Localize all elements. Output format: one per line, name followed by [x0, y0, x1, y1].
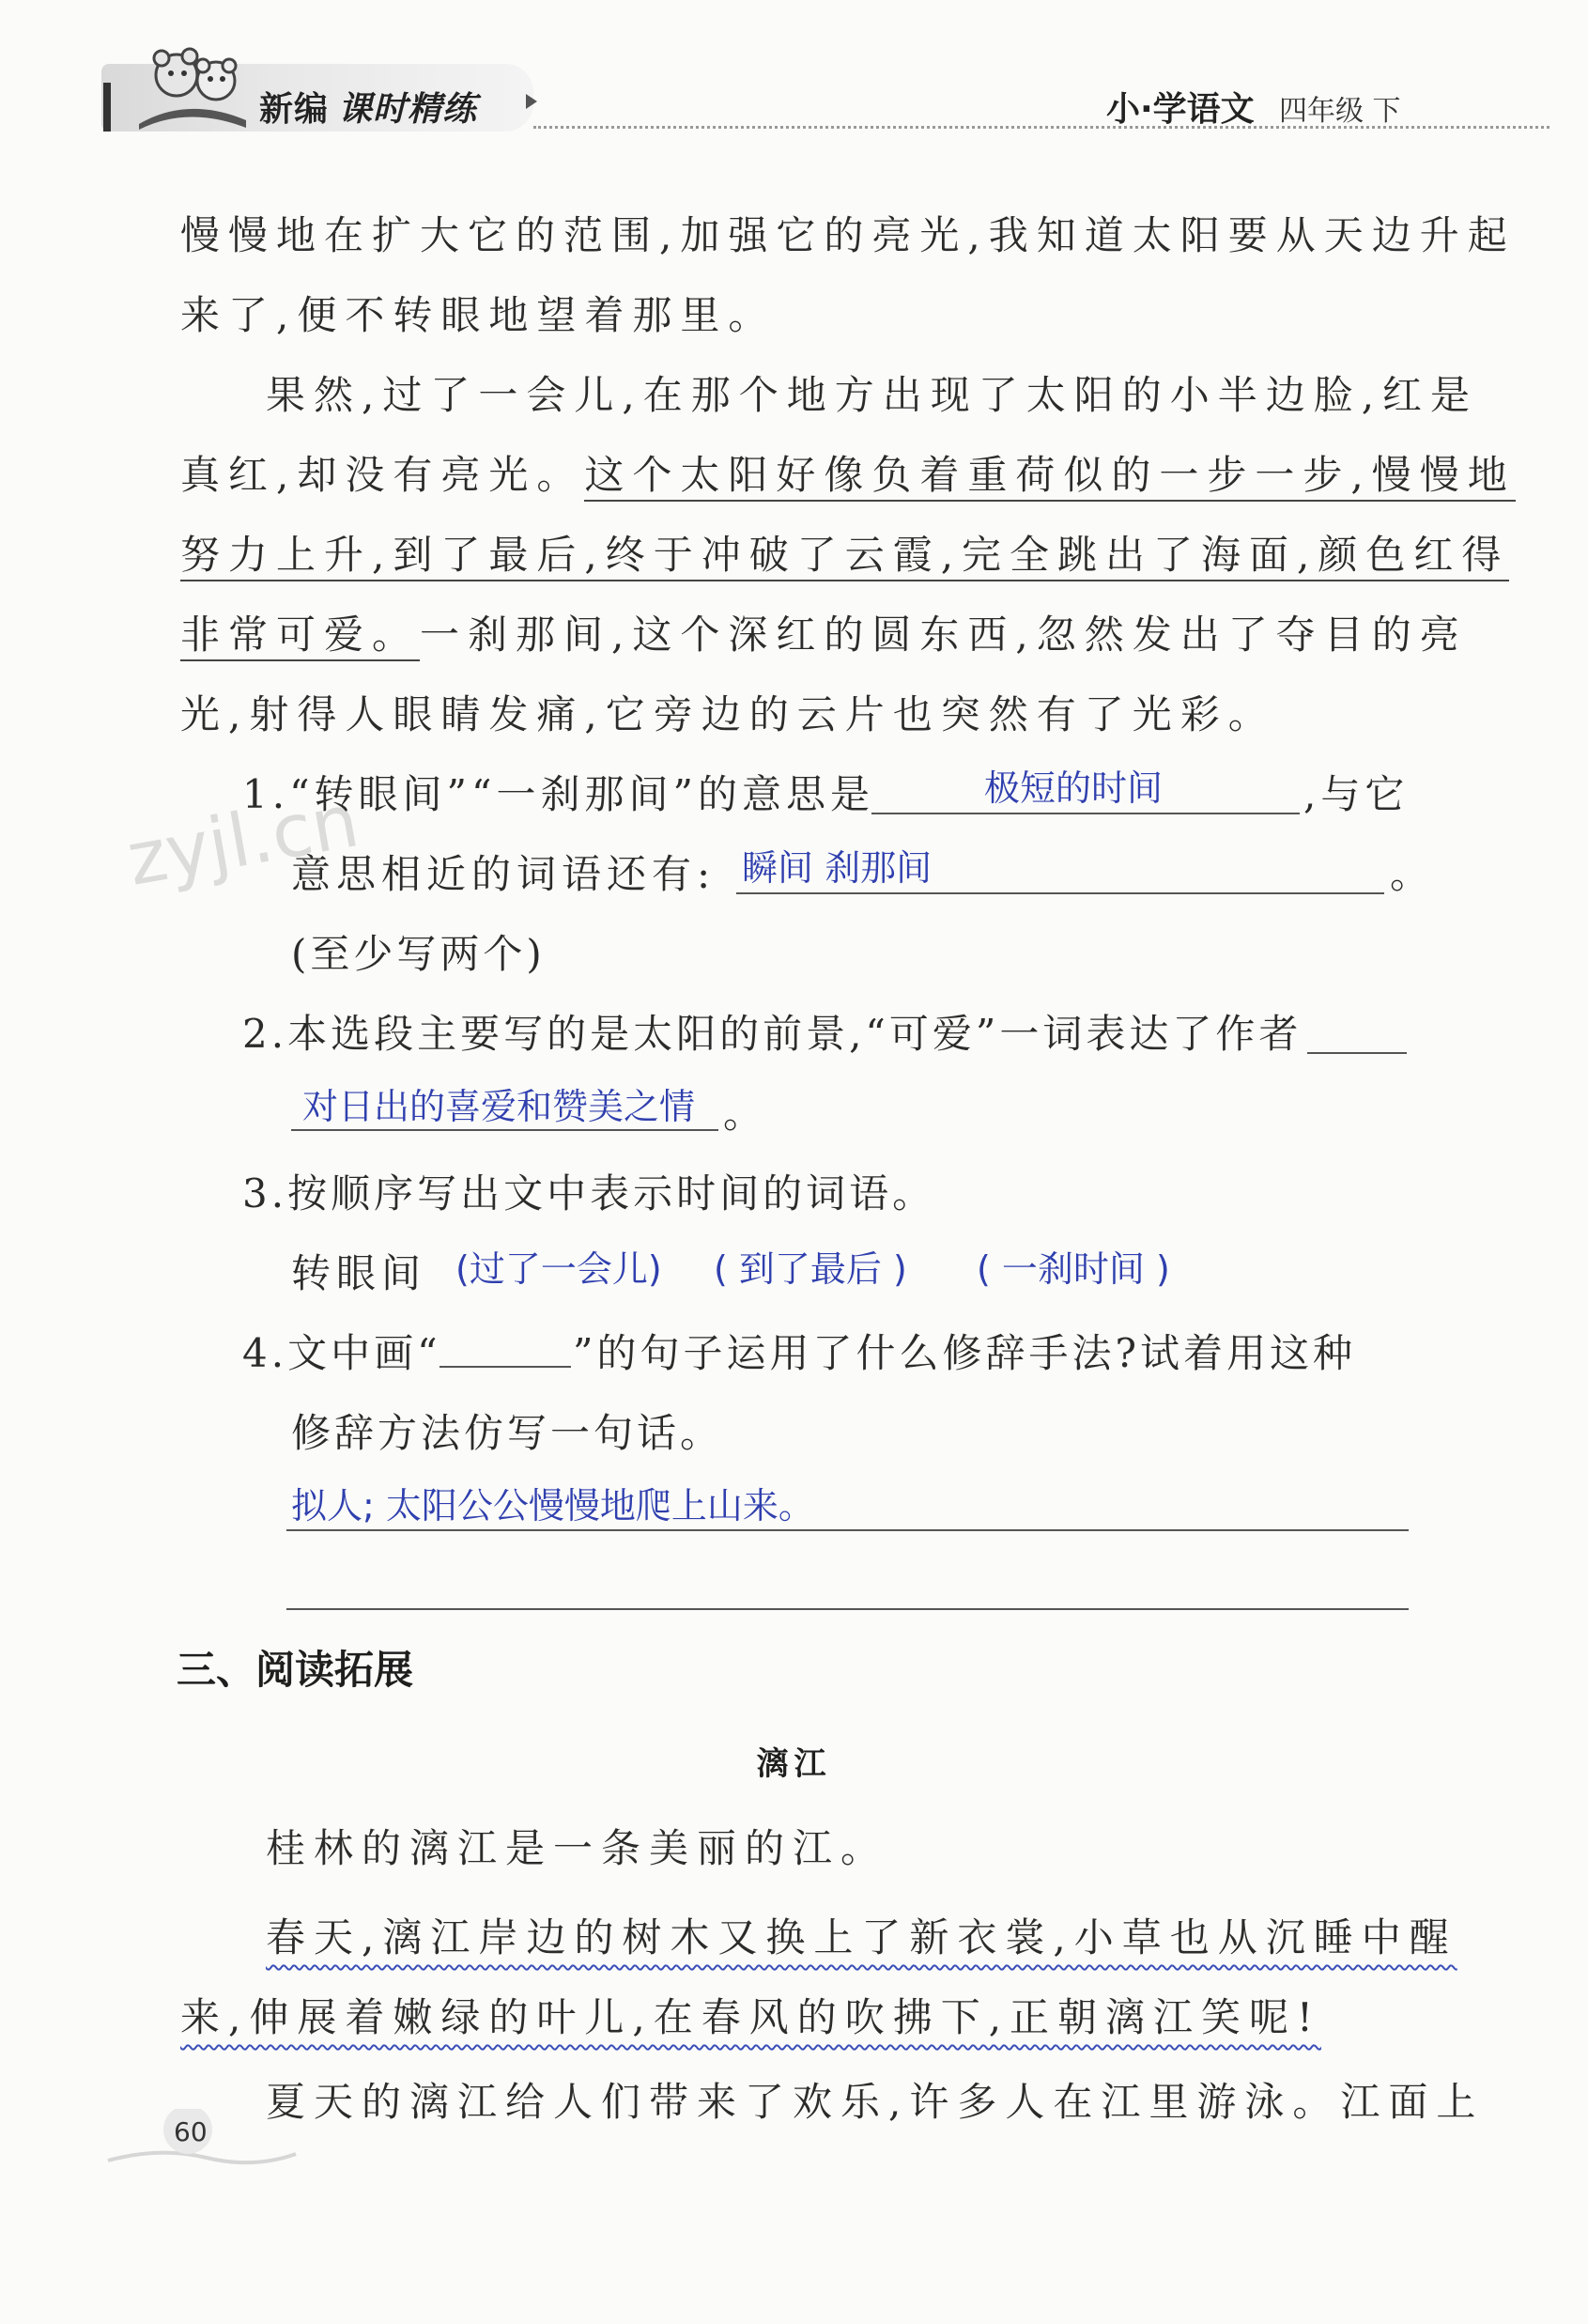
handwritten-answer-3a: (过了一会儿): [455, 1248, 662, 1290]
section-title: 三、阅读拓展: [177, 1647, 414, 1693]
passage-line: [180, 604, 1468, 660]
brand-part-a: 新编: [259, 90, 330, 129]
quote-blank: [439, 1366, 571, 1368]
answer-blank[interactable]: [1307, 1052, 1407, 1054]
question-1-note: (至少写两个): [291, 931, 546, 977]
handwritten-answer-1: 极短的时间: [984, 767, 1164, 809]
question-4-line2: 修辞方法仿写一句话。: [291, 1410, 724, 1456]
header-bar: [103, 83, 111, 132]
question-3-start: 转眼间: [291, 1250, 427, 1296]
question-2-text: 2.本选段主要写的是太阳的前景,“可爱”一词表达了作者: [242, 1011, 1303, 1057]
article-line: 夏天的漓江给人们带来了欢乐,许多人在江里游泳。江面上: [266, 2079, 1485, 2125]
question-1-line2: 意思相近的词语还有:: [291, 851, 717, 897]
handwritten-answer-3b: ( 到了最后 ): [714, 1248, 907, 1290]
brand-title: [259, 83, 477, 131]
article-line: 桂林的漓江是一条美丽的江。: [266, 1825, 889, 1871]
wavy-underlined-sentence: 春天,漓江岸边的树木又换上了新衣裳,小草也从沉睡中醒: [266, 1914, 1457, 1960]
subject-label: 小·学语文: [1106, 90, 1255, 129]
underlined-sentence: 非常可爱。: [180, 612, 420, 661]
article-line: [180, 1987, 1321, 2043]
period: 。: [1390, 851, 1439, 897]
page-number: 60: [174, 2116, 208, 2147]
passage-line: [180, 524, 1509, 581]
period: 。: [723, 1091, 772, 1137]
question-3-text: 3.按顺序写出文中表示时间的词语。: [242, 1170, 936, 1216]
question-4-text-b: ”的句子运用了什么修辞手法?试着用这种: [573, 1330, 1356, 1376]
handwritten-answer-3c: ( 一刹时间 ): [977, 1248, 1170, 1290]
triangle-arrow-icon: [526, 94, 537, 109]
article-line: [266, 1907, 1457, 1963]
question-4-text-a: 4.文中画“: [242, 1330, 441, 1376]
watermark: zyjl.cn: [121, 779, 365, 903]
plain-text: 真红,却没有亮光。: [180, 452, 585, 498]
passage-line: 果然,过了一会儿,在那个地方出现了太阳的小半边脸,红是: [266, 372, 1479, 418]
handwritten-answer-4: 拟人; 太阳公公慢慢地爬上山来。: [291, 1485, 814, 1526]
passage-line: 来了,便不转眼地望着那里。: [180, 292, 777, 338]
article-title: 漓江: [756, 1745, 832, 1783]
handwritten-answer-2: 对日出的喜爱和赞美之情: [302, 1086, 696, 1127]
underlined-sentence: 这个太阳好像负着重荷似的一步一步,慢慢地: [584, 452, 1515, 502]
handwritten-answer-1b: 瞬间 刹那间: [742, 847, 933, 889]
answer-blank[interactable]: [736, 892, 1384, 894]
question-1-text: 1.“转眼间”“一刹那间”的意思是: [242, 771, 874, 817]
passage-line: 光,射得人眼睛发痛,它旁边的云片也突然有了光彩。: [180, 691, 1276, 737]
answer-blank[interactable]: [871, 813, 1300, 814]
underlined-sentence: 努力上升,到了最后,终于冲破了云霞,完全跳出了海面,颜色红得: [180, 532, 1509, 581]
answer-line[interactable]: [286, 1529, 1409, 1531]
answer-line[interactable]: [286, 1608, 1409, 1610]
answer-blank[interactable]: [291, 1129, 718, 1131]
bears-logo-icon: [131, 38, 254, 132]
brand-part-b: 课时精练: [338, 90, 478, 129]
passage-line: 慢慢地在扩大它的范围,加强它的亮光,我知道太阳要从天边升起: [180, 212, 1516, 258]
grade-label: 四年级 下: [1279, 95, 1401, 128]
question-1-tail: ,与它: [1303, 771, 1410, 817]
wavy-underlined-sentence: 来,伸展着嫩绿的叶儿,在春风的吹拂下,正朝漓江笑呢!: [180, 1994, 1321, 2040]
passage-line: [180, 444, 1516, 501]
plain-text: 一刹那间,这个深红的圆东西,忽然发出了夺目的亮: [420, 612, 1468, 658]
